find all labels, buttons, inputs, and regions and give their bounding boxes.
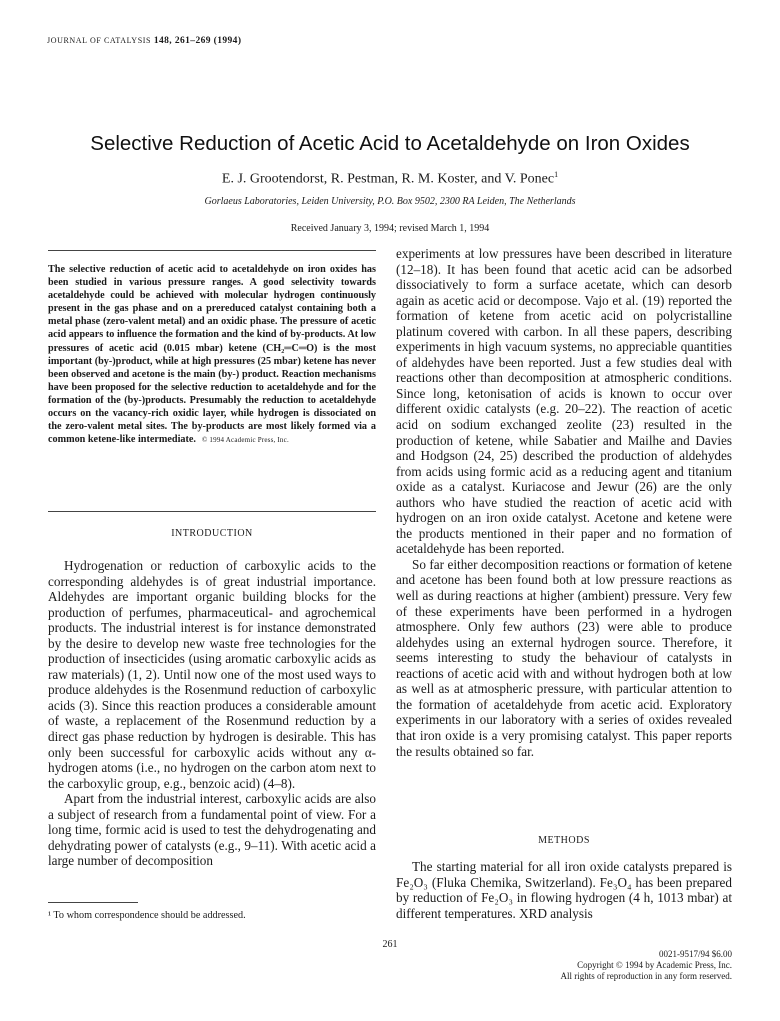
- received-dates: Received January 3, 1994; revised March 1, 1994: [290, 223, 490, 234]
- affiliation: Gorlaeus Laboratories, Leiden University, P.O. Box 9502, 2300 RA Leiden, The Netherlands: [204, 196, 576, 207]
- abstract-copyright: © 1994 Academic Press, Inc.: [201, 436, 289, 445]
- intro-paragraph-1: Hydrogenation or reduction of carboxylic acids to the corresponding aldehydes is of great industrial importance. Aldehydes are important organic building blocks for the production of perfumes, pharmaceutical- and agrochemical products. The industrial interest is for instance demonstrated by the desire to develop new waste free technologies for the production of insecticides (using aromatic carboxylic acids as raw materials) (1, 2). Until now one of the most used ways to produce aldehydes is the Rosenmund reduction of carboxylic acids (3). Since this reaction produces a considerable amount of waste, a replacement of the Rosenmund reduction by a direct gas phase reduction by hydrogen is desirable. This has only been successful for carboxylic acids without any α-hydrogen atoms (i.e., no hydrogen on the carbon atom next to the carboxylic group, e.g., benzoic acid) (4–8).: [48, 558, 376, 791]
- methods-paragraph: The starting material for all iron oxide catalysts prepared is Fe₂O₃ (Fluka Chemika, Switzerland). Fe₃O₄ has been prepared by reduction of Fe₂O₃ in flowing hydrogen (4 h, 1013 mbar) at different temperatures. XRD analysis: [396, 859, 732, 921]
- left-column-text: [48, 558, 376, 869]
- methods-heading: METHODS: [538, 835, 590, 846]
- copyright-line: Copyright © 1994 by Academic Press, Inc.: [577, 960, 732, 970]
- abstract-text: The selective reduction of acetic acid to acetaldehyde on iron oxides has been studied in various pressure ranges. A good selectivity towards acetaldehyde could be achieved with molecular hydrogen continuously present in the gas phase and on a prereduced catalyst containing both a metal phase (zero-valent metal) and an oxidic phase. The pressure of acetic acid appears to influence the formation and the kind of by-products. At low pressures of acetic acid (0.015 mbar) ketene (CH₂═C═O) is the most important (by-)product, while at high pressures (25 mbar) ketene has never been observed and acetone is the main (by-) product. Reaction mechanisms have been proposed for the selective reduction to acetaldehyde and for the formation of the (by-)products. Presumably the reduction to acetaldehyde occurs on the vacancy-rich oxidic layer, while hydrogen is dissociated on the zero-valent metal sites. The by-products are most likely formed via a common ketene-like intermediate.: [48, 264, 376, 446]
- journal-name: JOURNAL OF CATALYSIS: [47, 36, 152, 45]
- copyright-block: [561, 949, 732, 982]
- authors: E. J. Grootendorst, R. Pestman, R. M. Koster, and V. Ponec$^1$: [221, 170, 559, 187]
- methods-text: [396, 859, 732, 921]
- journal-reference: 148, 261–269 (1994): [153, 36, 242, 46]
- introduction-heading: INTRODUCTION: [171, 528, 253, 539]
- journal-header: [47, 36, 241, 46]
- abstract-bottom-rule: [48, 511, 376, 512]
- paper-title: Selective Reduction of Acetic Acid to Acetaldehyde on Iron Oxides: [90, 132, 690, 155]
- issn-price: 0021-9517/94 $6.00: [659, 949, 732, 959]
- page-number: 261: [382, 939, 398, 950]
- intro-paragraph-2: Apart from the industrial interest, carboxylic acids are also a subject of research from a fundamental point of view. For a long time, formic acid is used to test the dehydrogenating and dehydrating power of catalysts (e.g., 9–11). With acetic acid a large number of decomposition: [48, 791, 376, 869]
- abstract-top-rule: [48, 250, 376, 251]
- rights-line: All rights of reproduction in any form reserved.: [560, 971, 732, 981]
- footnote-rule: [48, 902, 138, 903]
- right-paragraph-2: So far either decomposition reactions or formation of ketene and acetone has been found both at low pressure reactions as well as during reactions at higher (ambient) pressure. Very few of these experiments have been performed in a hydrogen atmosphere. Only few authors (23) were able to produce aldehydes using an external hydrogen source. Therefore, it seems interesting to study the behaviour of catalysts in reactions of acetic acid with and without hydrogen both at low as well as at atmospheric pressure, with particular attention to the formation of acetaldehyde from acetic acid. Exploratory experiments in our laboratory with a series of oxides revealed that iron oxide is a very promising catalyst. This paper reports the results obtained so far.: [396, 556, 732, 759]
- right-column-text: [396, 246, 732, 759]
- footnote: ¹ To whom correspondence should be addressed.: [48, 910, 246, 921]
- right-paragraph-1: experiments at low pressures have been described in literature (12–18). It has been found that acetic acid can be adsorbed dissociatively to form a surface acetate, which can desorb again as acetic acid or decompose. Vajo et al. (19) reported the formation of ketene from acetic acid on polycristalline platinum covered with carbon. In all these papers, describing experiments in high vacuum systems, no appreciable quantities of aldehydes have been reported. Just a few studies deal with reactions other than decomposition at atmospheric conditions. Since long, ketonisation of acids is known to occur over different oxidic catalysts (e.g. 20–22). The reaction of acetic acid on sodium exchanged zeolite (23) resulted in the production of ketene, while Sabatier and Mailhe and Davies and Hodgson (24, 25) described the production of aldehydes from acids using formic acid as a reducing agent and titanium oxide as a catalyst. Kuriacose and Jewur (26) are the only authors who have studied the reaction of acetic acid with hydrogen on an iron oxide catalyst. Acetone and ketene were the products mentioned in their paper and no formation of acetaldehyde has been reported.: [396, 246, 732, 557]
- abstract: [48, 263, 376, 447]
- author-names: E. J. Grootendorst, R. Pestman, R. M. Koster, and V. Ponec: [221, 171, 555, 187]
